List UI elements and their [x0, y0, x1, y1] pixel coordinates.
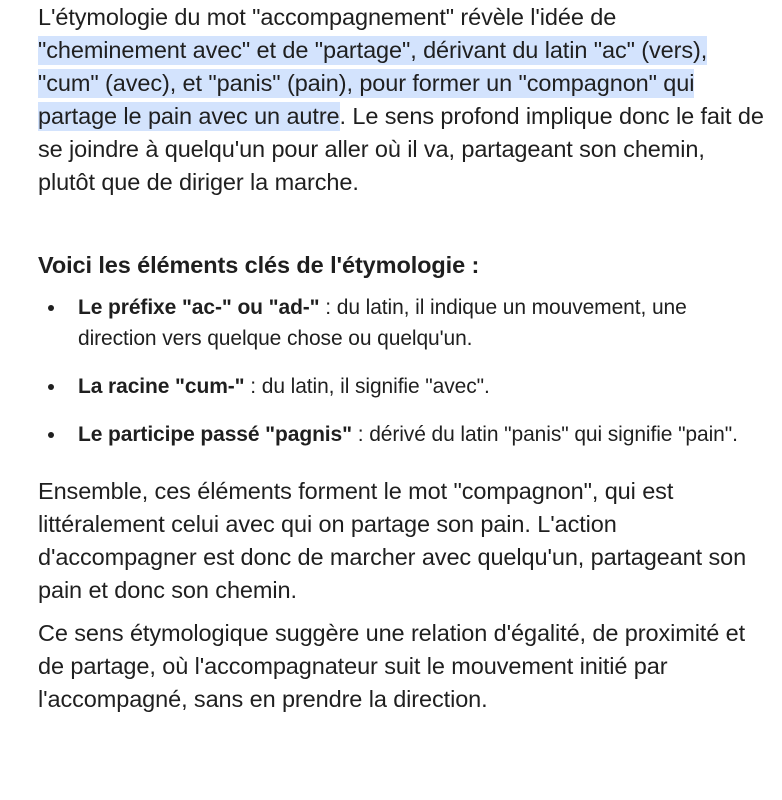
bullet-term: Le préfixe "ac-" ou "ad-": [78, 296, 320, 319]
bullet-term: La racine "cum-": [78, 375, 245, 398]
bullet-term: Le participe passé "pagnis": [78, 423, 352, 446]
bullet-dot-icon: [48, 384, 54, 390]
section-heading: Voici les éléments clés de l'étymologie :: [38, 252, 480, 278]
bullet-text: : dérivé du latin "panis" qui signifie "pain".: [351, 423, 738, 446]
paragraph-companion: Ensemble, ces éléments forment le mot "compagnon", qui est littéralement celui avec qui on partage son pain. L'action d'accompagner est donc de marcher avec quelqu'un, partageant son pain et donc son chemin.: [38, 478, 747, 603]
bullet-dot-icon: [48, 432, 54, 438]
list-item: [38, 292, 768, 354]
intro-text-before: L'étymologie du mot "accompagnement" révèle l'idée de: [38, 4, 617, 30]
bullet-list: [38, 292, 768, 450]
list-item: [38, 371, 768, 402]
intro-paragraph: [38, 0, 768, 199]
paragraph-meaning: Ce sens étymologique suggère une relation d'égalité, de proximité et de partage, où l'accompagnateur suit le mouvement initié par l'accompagné, sans en prendre la direction.: [38, 620, 746, 712]
bullet-dot-icon: [48, 305, 54, 311]
intro-text-after: . Le sens profond implique donc le fait de se joindre à quelqu'un pour aller où il va, partageant son chemin, plutôt que de diriger la marche.: [38, 103, 764, 195]
bullet-text: : du latin, il indique un mouvement, une direction vers quelque chose ou quelqu'un.: [78, 296, 687, 350]
bullet-text: : du latin, il signifie "avec".: [244, 375, 490, 398]
highlighted-passage[interactable]: "cheminement avec" et de "partage", dérivant du latin "ac" (vers), "cum" (avec), et "panis" (pain), pour former un "compagnon" qui partage le pain avec un autre: [38, 37, 708, 129]
list-item: [38, 419, 768, 450]
